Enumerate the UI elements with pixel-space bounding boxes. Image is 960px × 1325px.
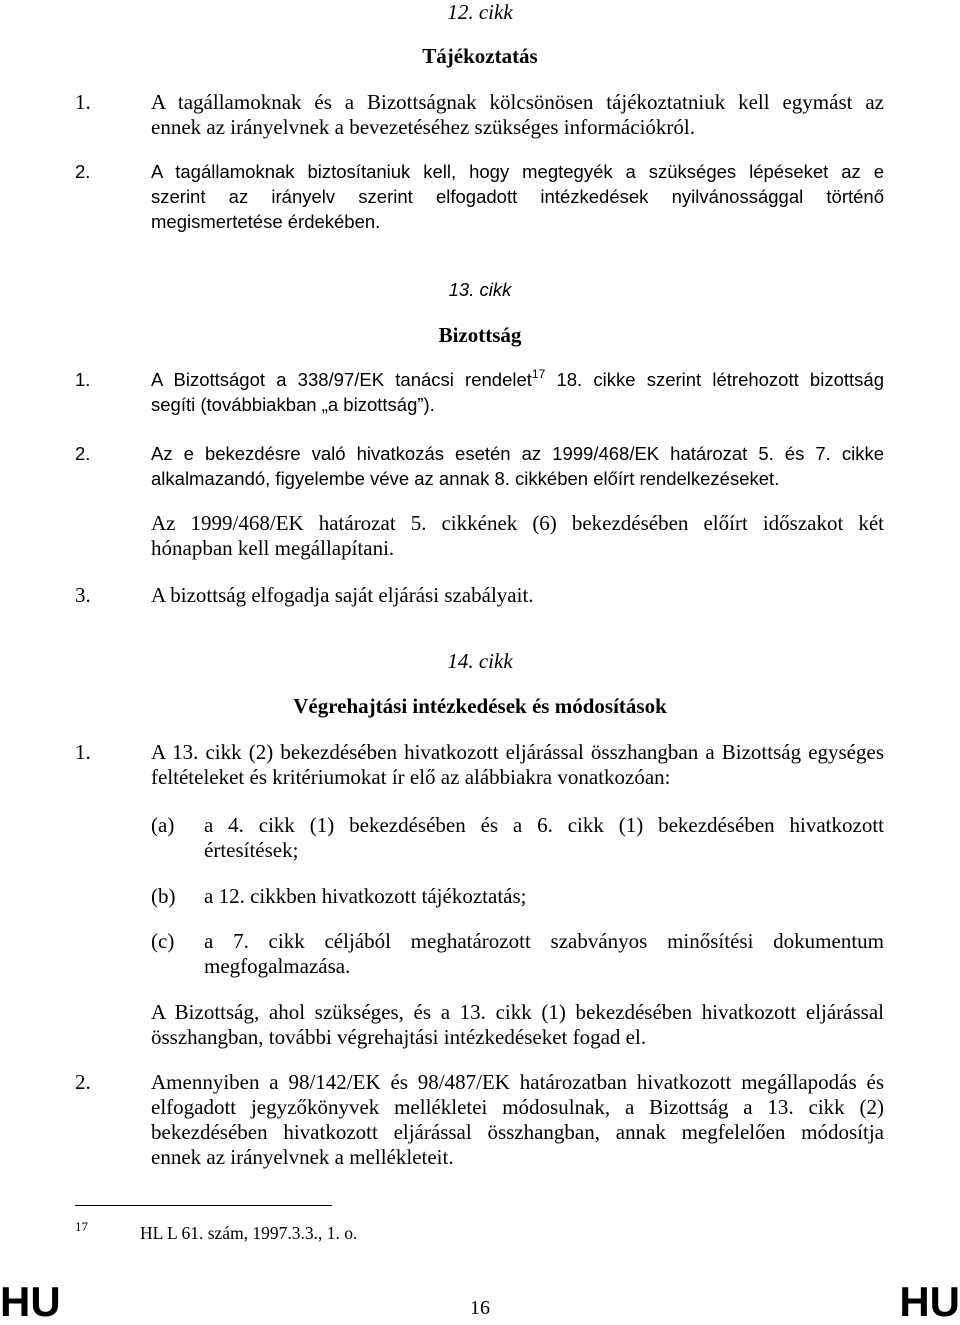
paragraph-line: Az 1999/468/EK határozat 5. cikkének (6) bekezdésében előírt időszakot két: [151, 511, 884, 535]
footer-language-code-left: HU: [0, 1278, 61, 1325]
point-body: [204, 929, 884, 979]
paragraph-line: összhangban, további végrehajtási intézkedéseket fogad el.: [151, 1025, 647, 1049]
point-label: (a): [151, 813, 175, 837]
article-12-title: Tájékoztatás: [422, 44, 538, 68]
paragraph-line: A bizottság elfogadja saját eljárási szabályait.: [151, 583, 534, 607]
paragraph-body: [151, 1070, 884, 1170]
article-14-paragraph-1: [0, 740, 960, 790]
article-12-paragraph-1: [0, 90, 960, 140]
paragraph-line: hónapban kell megállapítani.: [151, 536, 395, 560]
article-14-title: Végrehajtási intézkedések és módosítások: [293, 694, 667, 718]
paragraph-number: 1.: [75, 740, 91, 764]
point-body: [204, 813, 884, 863]
paragraph-number: 2.: [75, 161, 91, 182]
paragraph-line: elfogadott jegyzőkönyvek mellékletei módosulnak, a Bizottság a 13. cikk (2): [151, 1095, 884, 1119]
article-14-paragraph-2: [0, 1070, 960, 1170]
paragraph-number: 1.: [75, 90, 91, 114]
paragraph-line: A tagállamoknak és a Bizottságnak kölcsönösen tájékoztatniuk kell egymást az: [151, 90, 884, 114]
article-14-heading: 14. cikk: [447, 649, 513, 673]
paragraph-body: [151, 511, 884, 561]
paragraph-line: ennek az irányelvnek a mellékleteit.: [151, 1145, 454, 1169]
point-body: [204, 884, 884, 909]
paragraph-number: 3.: [75, 583, 91, 607]
page-number: 16: [470, 1297, 490, 1319]
paragraph-number: 2.: [75, 443, 91, 464]
paragraph-line: segíti (továbbiakban „a bizottság”).: [151, 394, 435, 415]
paragraph-line: Az e bekezdésre való hivatkozás esetén az 1999/468/EK határozat 5. és 7. cikke: [151, 443, 884, 464]
paragraph-number: 2.: [75, 1070, 91, 1094]
paragraph-body: [151, 441, 884, 491]
paragraph-line: ennek az irányelvnek a bevezetéséhez szükséges információkról.: [151, 115, 695, 139]
article-13-paragraph-2-subparagraph: [0, 511, 960, 561]
article-12-paragraph-2: [0, 159, 960, 234]
paragraph-body: [151, 583, 884, 608]
paragraph-body: [151, 367, 884, 417]
paragraph-line: alkalmazandó, figyelembe véve az annak 8. cikkében előírt rendelkezéseket.: [151, 468, 780, 489]
paragraph-line: A 13. cikk (2) bekezdésében hivatkozott eljárással összhangban a Bizottság egységes: [151, 740, 884, 764]
article-13-heading: 13. cikk: [448, 279, 512, 300]
point-label: (c): [151, 929, 175, 953]
article-13-paragraph-1: [0, 367, 960, 417]
point-label: (b): [151, 884, 176, 908]
paragraph-line: A tagállamoknak biztosítaniuk kell, hogy megtegyék a szükséges lépéseket az e: [151, 161, 884, 182]
point-c: [0, 929, 960, 979]
point-line: a 12. cikkben hivatkozott tájékoztatás;: [204, 884, 527, 908]
line-text: 18. cikke szerint létrehozott bizottság: [556, 369, 884, 390]
article-14-paragraph-1-closing: [0, 1000, 960, 1050]
paragraph-line: [151, 367, 884, 392]
article-12-heading: 12. cikk: [447, 0, 513, 24]
paragraph-body: [151, 740, 884, 790]
paragraph-line: szerint az irányelv szerint elfogadott intézkedések nyilvánossággal történő: [151, 186, 884, 207]
paragraph-line: megismertetése érdekében.: [151, 211, 381, 232]
point-line: megfogalmazása.: [204, 954, 351, 978]
point-a: [0, 813, 960, 863]
footnote-number: 17: [75, 1219, 88, 1234]
article-13-title: Bizottság: [438, 323, 522, 347]
paragraph-number: 1.: [75, 369, 91, 390]
footnote-text: HL L 61. szám, 1997.3.3., 1. o.: [140, 1223, 358, 1243]
footer-language-code-right: HU: [899, 1278, 960, 1325]
paragraph-body: [151, 159, 884, 234]
article-13-paragraph-3: [0, 583, 960, 608]
point-line: a 7. cikk céljából meghatározott szabványos minősítési dokumentum: [204, 929, 884, 953]
footnote-separator: [75, 1205, 332, 1206]
line-text: A Bizottságot a 338/97/EK tanácsi rendelet: [151, 369, 532, 390]
point-b: [0, 884, 960, 909]
paragraph-line: Amennyiben a 98/142/EK és 98/487/EK határozatban hivatkozott megállapodás és: [151, 1070, 884, 1094]
point-line: értesítések;: [204, 838, 299, 862]
paragraph-body: [151, 90, 884, 140]
paragraph-line: A Bizottság, ahol szükséges, és a 13. cikk (1) bekezdésében hivatkozott eljárással: [151, 1000, 884, 1024]
point-line: a 4. cikk (1) bekezdésében és a 6. cikk (1) bekezdésében hivatkozott: [204, 813, 884, 837]
paragraph-body: [151, 1000, 884, 1050]
paragraph-line: feltételeket és kritériumokat ír elő az alábbiakra vonatkozóan:: [151, 765, 671, 789]
article-13-paragraph-2: [0, 441, 960, 491]
paragraph-line: bekezdésében hivatkozott eljárással összhangban, annak megfelelően módosítja: [151, 1120, 884, 1144]
footnote-reference: 17: [531, 367, 546, 381]
